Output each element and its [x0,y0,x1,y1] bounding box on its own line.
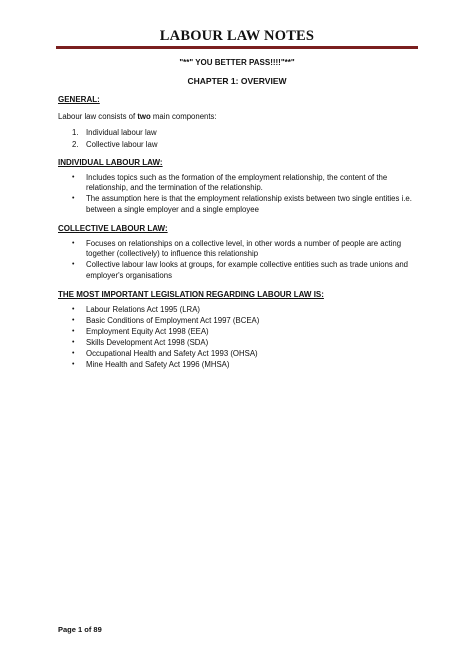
general-intro-bold: two [137,111,151,121]
collective-bullet-list [58,239,416,282]
page-number: Page 1 of 89 [58,625,102,634]
list-item-text: Individual labour law [86,128,157,137]
list-item-text: The assumption here is that the employment relationship exists between two single entities i.e. between a single employer and a single employee [86,194,412,214]
list-item [58,173,416,194]
section-heading-individual: INDIVIDUAL LABOUR LAW: [58,158,163,167]
list-item-text: Mine Health and Safety Act 1996 (MHSA) [86,359,230,369]
legislation-bullet-list [58,305,416,371]
individual-bullet-list [58,173,416,216]
list-item-text: Labour Relations Act 1995 (LRA) [86,304,200,314]
list-item [58,316,416,327]
general-intro [58,112,416,123]
chapter-heading: CHAPTER 1: OVERVIEW [187,76,287,86]
list-item [58,338,416,349]
list-item [58,360,416,371]
list-item-text: Occupational Health and Safety Act 1993 (OHSA) [86,348,258,358]
list-item [58,260,416,281]
bullet-icon: • [72,239,75,247]
list-item-text: Includes topics such as the formation of the employment relationship, the content of the relationship, and the termination of the relationship. [86,172,388,192]
list-item [58,239,416,260]
list-item-text: Focuses on relationships on a collective level, in other words a number of people are acting together (collectively) to influence this relationship [86,238,402,258]
list-item [58,128,416,139]
bullet-icon: • [72,173,75,181]
document-subtitle: "**" YOU BETTER PASS!!!!"**" [179,58,295,67]
components-list [58,128,416,150]
bullet-icon: • [72,349,75,357]
bullet-icon: • [72,327,75,335]
general-intro-pre: Labour law consists of [58,111,138,121]
bullet-icon: • [72,195,75,202]
list-item-text: Basic Conditions of Employment Act 1997 (BCEA) [86,315,260,325]
bullet-icon: • [72,261,75,268]
list-item [58,327,416,338]
bullet-icon: • [72,360,75,368]
list-item-text: Collective labour law looks at groups, for example collective entities such as trade unions and employer's organisations [86,260,409,280]
title-rule [56,46,418,49]
bullet-icon: • [72,316,75,324]
section-individual [58,158,416,215]
document-body [58,95,416,379]
list-item [58,194,416,215]
section-collective [58,224,416,281]
list-item [58,349,416,360]
list-item-text: Skills Development Act 1998 (SDA) [86,337,209,347]
bullet-icon: • [72,305,75,313]
list-item [58,305,416,316]
section-heading-collective: COLLECTIVE LABOUR LAW: [58,224,168,233]
general-intro-post: main components: [150,111,217,121]
list-number: 2. [72,139,79,149]
section-heading-general: GENERAL: [58,95,100,104]
list-item [58,140,416,151]
bullet-icon: • [72,338,75,346]
document-title: LABOUR LAW NOTES [159,28,315,44]
section-legislation [58,290,416,370]
list-item-text: Collective labour law [86,139,158,149]
list-item-text: Employment Equity Act 1998 (EEA) [86,326,209,336]
section-general [58,95,416,150]
list-number: 1. [72,128,79,137]
section-heading-legislation: THE MOST IMPORTANT LEGISLATION REGARDING LABOUR LAW IS: [58,290,324,299]
